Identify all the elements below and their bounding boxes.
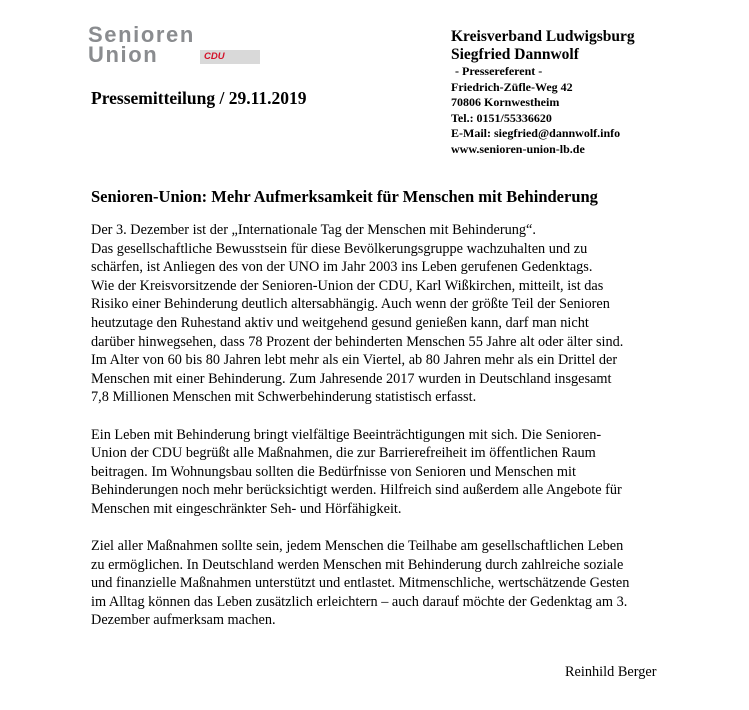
paragraph-1 — [91, 221, 691, 407]
text-line: heutzutage den Ruhestand aktiv und weitgehend gesund genießen kann, darf man nicht — [91, 314, 589, 331]
text-line: Menschen mit einer Behinderung. Zum Jahresende 2017 wurden in Deutschland insgesamt — [91, 370, 612, 387]
text-line: Ein Leben mit Behinderung bringt vielfältige Beeinträchtigungen mit sich. Die Senioren- — [91, 426, 602, 443]
sender-organization: Kreisverband Ludwigsburg — [451, 28, 635, 45]
text-line: im Alltag können das Leben zusätzlich erleichtern – auch darauf möchte der Gedenktag am 3. — [91, 593, 628, 610]
text-line: und finanzielle Maßnahmen unterstützt und entlastet. Mitmenschliche, wertschätzende Gesten — [91, 575, 630, 592]
paragraph-gap — [91, 519, 691, 538]
paragraph-2 — [91, 426, 691, 519]
text-line: Im Alter von 60 bis 80 Jahren lebt mehr als ein Viertel, ab 80 Jahren mehr als ein Drittel der — [91, 352, 618, 369]
paragraph-3 — [91, 537, 691, 630]
article-body — [91, 221, 691, 630]
text-line: zu ermöglichen. In Deutschland werden Menschen mit Behinderung durch zahlreiche soziale — [91, 556, 624, 573]
sender-website: www.senioren-union-lb.de — [451, 141, 585, 156]
article-headline: Senioren-Union: Mehr Aufmerksamkeit für Menschen mit Behinderung — [91, 187, 598, 206]
text-line: beitragen. Im Wohnungsbau sollten die Bedürfnisse von Senioren und Menschen mit — [91, 463, 576, 480]
text-line: Das gesellschaftliche Bewusstsein für diese Bevölkerungsgruppe wachzuhalten und zu — [91, 240, 588, 257]
paragraph-gap — [91, 407, 691, 426]
text-line: Der 3. Dezember ist der „Internationale Tag der Menschen mit Behinderung“. — [91, 222, 536, 238]
signature: Reinhild Berger — [565, 664, 657, 680]
sender-block — [451, 28, 635, 157]
text-line: Behinderungen noch mehr berücksichtigt werden. Hilfreich sind außerdem alle Angebote für — [91, 482, 622, 499]
sender-phone: Tel.: 0151/55336620 — [451, 110, 552, 125]
text-line: Risiko einer Behinderung deutlich altersabhängig. Auch wenn der größte Teil der Senioren — [91, 296, 610, 313]
sender-role: - Pressereferent - — [455, 64, 543, 78]
press-release-title: Pressemitteilung / 29.11.2019 — [91, 88, 307, 108]
text-line: Ziel aller Maßnahmen sollte sein, jedem Menschen die Teilhabe am gesellschaftlichen Leben — [91, 538, 624, 555]
sender-name: Siegfried Dannwolf — [451, 46, 579, 63]
sender-email: E-Mail: siegfried@dannwolf.info — [451, 126, 621, 140]
sender-street: Friedrich-Züfle-Weg 42 — [451, 79, 573, 94]
logo-cdu-badge: CDU — [200, 50, 260, 64]
logo-line-senioren: Senioren — [88, 22, 195, 47]
text-line: 7,8 Millionen Menschen mit Schwerbehinderung statistisch erfasst. — [91, 389, 477, 406]
text-line: Dezember aufmerksam machen. — [91, 612, 276, 629]
text-line: Union der CDU begrüßt alle Maßnahmen, die zur Barrierefreiheit im öffentlichen Raum — [91, 445, 596, 462]
text-line: schärfen, ist Anliegen des von der UNO im Jahr 2003 ins Leben gerufenen Gedenktags. — [91, 259, 593, 276]
text-line: Menschen mit eingeschränkter Seh- und Hörfähigkeit. — [91, 500, 402, 517]
text-line: Wie der Kreisvorsitzende der Senioren-Union der CDU, Karl Wißkirchen, mitteilt, ist das — [91, 277, 604, 294]
text-line: darüber hinwegsehen, dass 78 Prozent der behinderten Menschen 55 Jahre alt oder älter sind. — [91, 333, 624, 350]
sender-city: 70806 Kornwestheim — [451, 95, 560, 109]
senioren-union-logo — [88, 24, 263, 74]
logo-line-union: Union — [88, 42, 159, 67]
